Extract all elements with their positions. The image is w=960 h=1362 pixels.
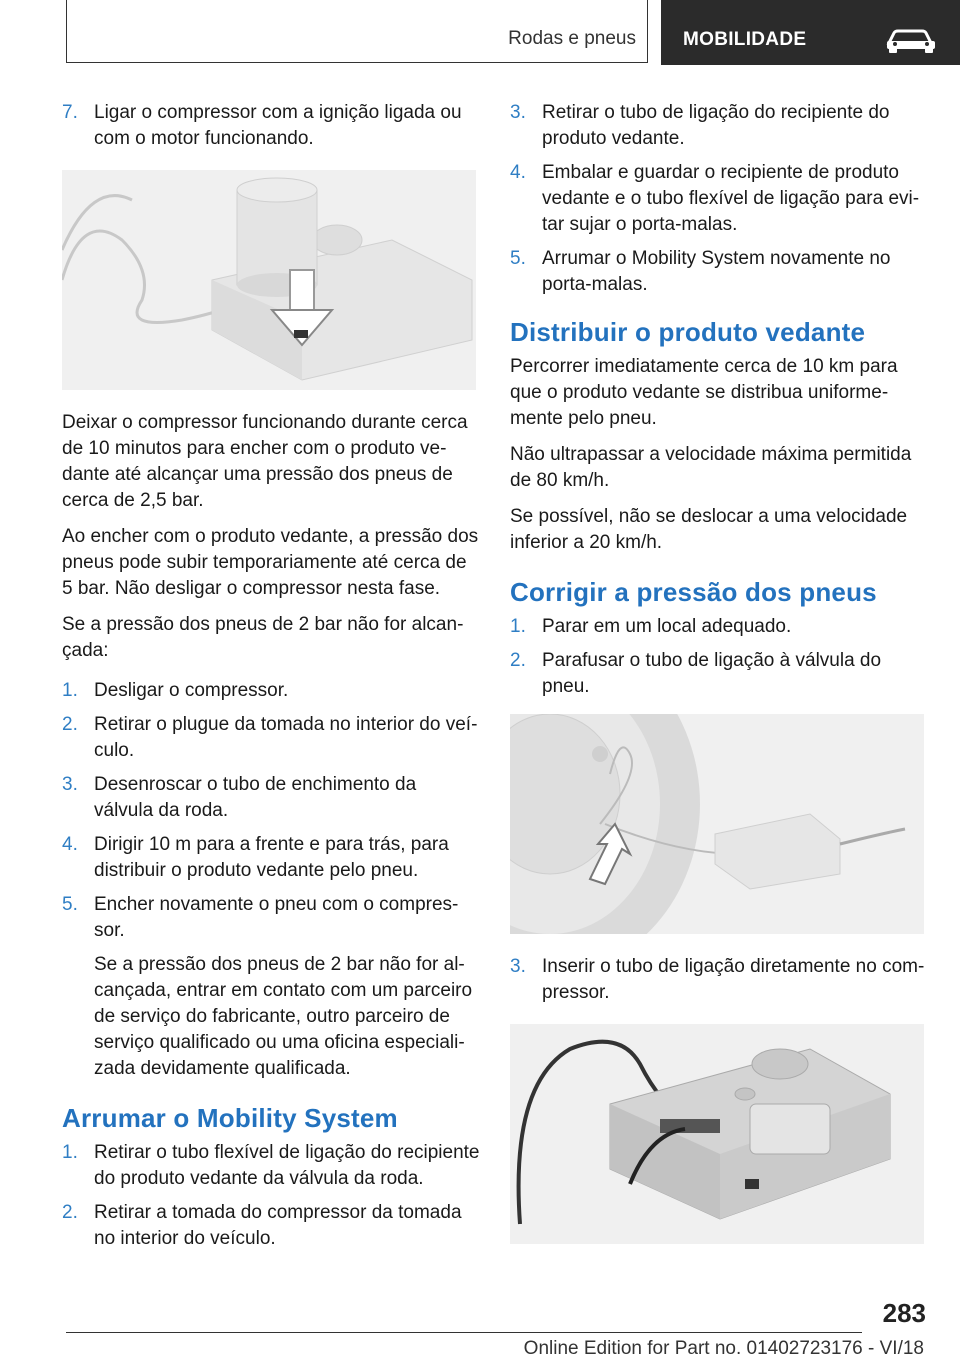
- step-number: 7.: [62, 102, 78, 123]
- heading-correct-pressure: Corrigir a pressão dos pneus: [510, 577, 877, 607]
- list-item: [62, 1200, 480, 1252]
- step-number: 2.: [62, 714, 78, 735]
- list-item: [62, 832, 480, 884]
- step-7: [62, 100, 480, 152]
- step-note: Se a pressão dos pneus de 2 bar não for alcançada, entrar em contato com um parceiro de serviço do fabricante, outro parceiro de serviço qualificado ou uma oficina especializada devidamente qualificada.: [94, 954, 473, 1079]
- step-text: Embalar e guardar o recipiente de produto vedante e o tubo flexível de ligação para evitar sujar o porta-malas.: [542, 162, 920, 235]
- page-header: [0, 0, 960, 66]
- left-column: [62, 100, 480, 1260]
- tire-valve-illustration: [510, 714, 924, 934]
- step-text: Desenroscar o tubo de enchimento da válvula da roda.: [94, 774, 417, 821]
- step-number: 5.: [510, 248, 526, 269]
- step-text: Retirar o tubo de ligação do recipiente do produto vedante.: [542, 102, 890, 149]
- step-text: Inserir o tubo de ligação diretamente no compressor.: [542, 956, 925, 1003]
- compressor-hose-illustration: [510, 1024, 924, 1244]
- paragraph-drive-distance: Percorrer imediatamente cerca de 10 km para que o produto vedante se distribua uniformemente pelo pneu.: [510, 356, 898, 429]
- step-number: 2.: [62, 1202, 78, 1223]
- steps-list: [62, 678, 480, 1082]
- step-text: Arrumar o Mobility System novamente no porta-malas.: [542, 248, 891, 295]
- chapter-tab: [661, 0, 960, 65]
- page-number: 283: [882, 1298, 926, 1328]
- list-item: [510, 160, 928, 238]
- step-number: 3.: [510, 956, 526, 977]
- edition-info: Online Edition for Part no. 01402723176 - VI/18: [523, 1338, 924, 1359]
- store-steps-continued: [510, 100, 928, 298]
- list-item: [510, 954, 928, 1006]
- list-item: [62, 772, 480, 824]
- step-number: 4.: [62, 834, 78, 855]
- chapter-title: MOBILIDADE: [683, 29, 807, 50]
- list-item: [62, 1140, 480, 1192]
- paragraph-pressure: Ao encher com o produto vedante, a pressão dos pneus pode subir temporariamente até cerca de 5 bar. Não desligar o compressor nesta fase.: [62, 526, 479, 599]
- figure-valve-connection: [510, 714, 924, 934]
- step-text: Encher novamente o pneu com o compressor.: [94, 894, 459, 941]
- step-number: 4.: [510, 162, 526, 183]
- right-column: [510, 100, 928, 1264]
- step-text: Retirar o plugue da tomada no interior do veículo.: [94, 714, 478, 761]
- figure-compressor-connection: [510, 1024, 924, 1244]
- list-item: [62, 678, 480, 704]
- pressure-steps-list: [510, 614, 928, 700]
- paragraph-max-speed: Não ultrapassar a velocidade máxima permitida de 80 km/h.: [510, 444, 912, 491]
- step-number: 5.: [62, 894, 78, 915]
- list-item: [62, 712, 480, 764]
- car-icon: [885, 27, 937, 53]
- step-text: Parar em um local adequado.: [542, 616, 792, 637]
- step-text: Dirigir 10 m para a frente e para trás, para distribuir o produto vedante pelo pneu.: [94, 834, 449, 881]
- paragraph-not-reached: Se a pressão dos pneus de 2 bar não for alcançada:: [62, 614, 464, 661]
- step-number: 1.: [62, 680, 78, 701]
- paragraph-min-speed: Se possível, não se deslocar a uma velocidade inferior a 20 km/h.: [510, 506, 908, 553]
- list-item: [510, 614, 928, 640]
- figure-compressor-filling: [62, 170, 476, 390]
- step-text: Desligar o compressor.: [94, 680, 289, 701]
- store-steps-list: [62, 1140, 480, 1252]
- list-item: [62, 892, 480, 1082]
- step-number: 1.: [62, 1142, 78, 1163]
- paragraph-filling: Deixar o compressor funcionando durante cerca de 10 minutos para encher com o produto vedante até alcançar uma pressão dos pneus de cerca de 2,5 bar.: [62, 412, 468, 511]
- footer-divider: [66, 1332, 862, 1333]
- section-title: Rodas e pneus: [508, 28, 636, 49]
- list-item: [510, 100, 928, 152]
- step-number: 3.: [510, 102, 526, 123]
- step-number: 2.: [510, 650, 526, 671]
- step-text: Ligar o compressor com a ignição ligada ou com o motor funcionando.: [94, 102, 462, 149]
- step-text: Retirar a tomada do compressor da tomada no interior do veículo.: [94, 1202, 462, 1249]
- step-number: 1.: [510, 616, 526, 637]
- step-text: Parafusar o tubo de ligação à válvula do pneu.: [542, 650, 882, 697]
- step-text: Retirar o tubo flexível de ligação do recipiente do produto vedante da válvula da roda.: [94, 1142, 480, 1189]
- list-item: [510, 246, 928, 298]
- compressor-illustration: [62, 170, 476, 390]
- step-number: 3.: [62, 774, 78, 795]
- list-item: [510, 648, 928, 700]
- heading-distribute-sealant: Distribuir o produto vedante: [510, 317, 866, 347]
- pressure-steps-continued: [510, 954, 928, 1006]
- heading-store-system: Arrumar o Mobility System: [62, 1103, 398, 1133]
